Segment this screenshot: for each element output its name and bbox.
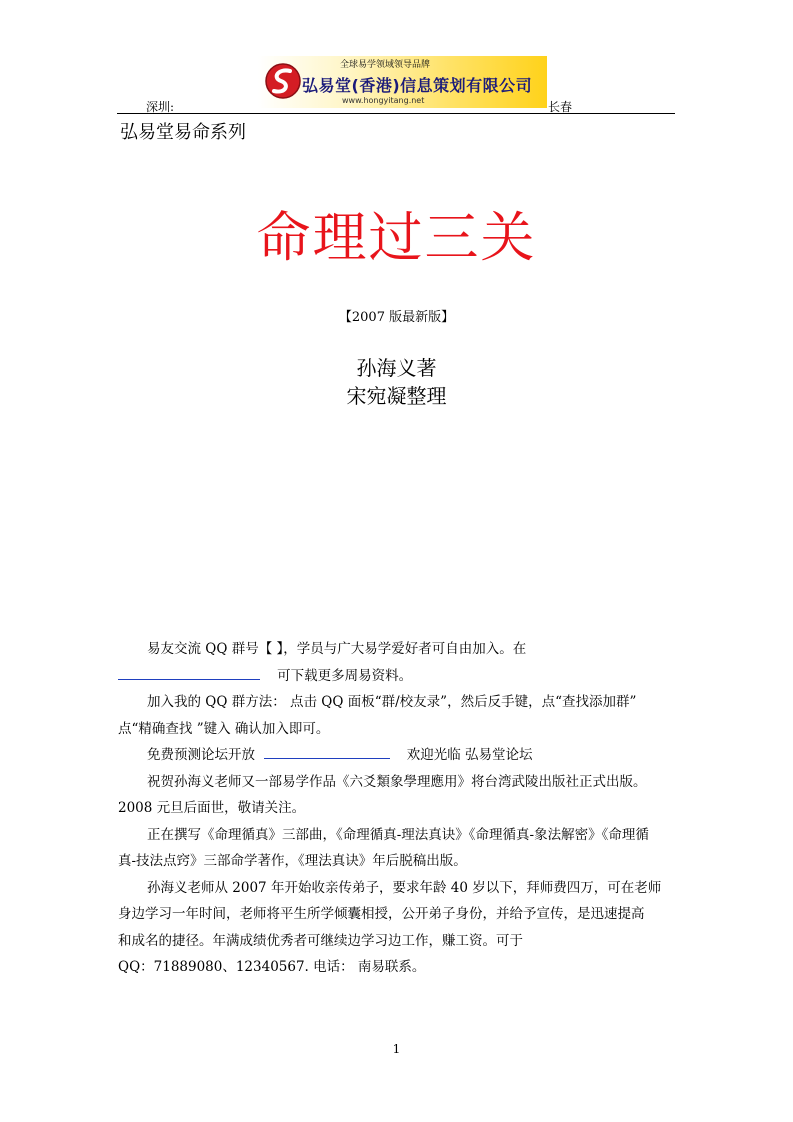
- download-link-blank[interactable]: [118, 665, 260, 680]
- paragraph-download: [118, 663, 674, 690]
- paragraph-new-book-cont: 2008 元旦后面世，敬请关注。: [118, 800, 306, 816]
- company-banner: [258, 56, 547, 108]
- paragraph-trilogy-cont: 真-技法点窍》三部命学著作，《理法真诀》年后脱稿出版。: [118, 853, 467, 869]
- banner-company-name: 弘易堂(香港)信息策划有限公司: [302, 76, 533, 95]
- paragraph-disciples-cont1: 身边学习一年时间，老师将平生所学倾囊相授，公开弟子身份，并给予宣传，是迅速提高: [118, 906, 645, 922]
- forum-link-blank[interactable]: [264, 744, 390, 759]
- paragraph-trilogy: 正在撰写《命理循真》三部曲，《命理循真-理法真诀》《命理循真-象法解密》《命理循: [147, 826, 649, 843]
- header-left-label: 深圳:: [146, 100, 175, 114]
- paragraph-disciples-cont2: 和成名的捷径。年满成绩优秀者可继续边学习边工作，赚工资。可于: [118, 932, 523, 949]
- edition-label: 【2007 版最新版】: [338, 310, 455, 325]
- body-text: [118, 636, 674, 981]
- banner-url: www.hongyitang.net: [342, 96, 425, 105]
- paragraph-join-method-cont: 点“精确查找 ”键入 确认加入即可。: [118, 720, 330, 737]
- document-title: 命理过三关: [256, 206, 537, 269]
- paragraph-join-method: 加入我的 QQ 群方法： 点击 QQ 面板“群/校友录”，然后反手键，点“查找添加群”: [147, 694, 637, 710]
- paragraph-qq-group: 易友交流 QQ 群号【 】，学员与广大易学爱好者可自由加入。在: [147, 641, 527, 657]
- paragraph-forum: [118, 742, 674, 769]
- author-block: [0, 354, 793, 410]
- author-name: 孙海义著: [356, 356, 437, 380]
- editor-name: 宋宛凝整理: [346, 384, 447, 408]
- page-number: 1: [392, 1042, 401, 1056]
- banner-tagline: 全球易学领域领导品牌: [340, 60, 431, 70]
- header-divider: [117, 113, 675, 114]
- forum-welcome: 欢迎光临 弘易堂论坛: [406, 747, 533, 763]
- company-logo-icon: [264, 62, 302, 100]
- forum-text: 免费预测论坛开放: [147, 747, 255, 763]
- series-label: 弘易堂易命系列: [120, 122, 246, 143]
- download-text: 可下载更多周易资料。: [277, 667, 413, 684]
- header-right-label: 长春: [548, 100, 573, 114]
- paragraph-contact: QQ：71889080、12340567. 电话： 南易联系。: [118, 959, 426, 975]
- paragraph-disciples: 孙海义老师从 2007 年开始收亲传弟子，要求年龄 40 岁以下，拜师费四万，可在老师: [147, 879, 662, 896]
- paragraph-new-book: 祝贺孙海义老师又一部易学作品《六爻類象學理應用》将台湾武陵出版社正式出版。: [147, 773, 647, 790]
